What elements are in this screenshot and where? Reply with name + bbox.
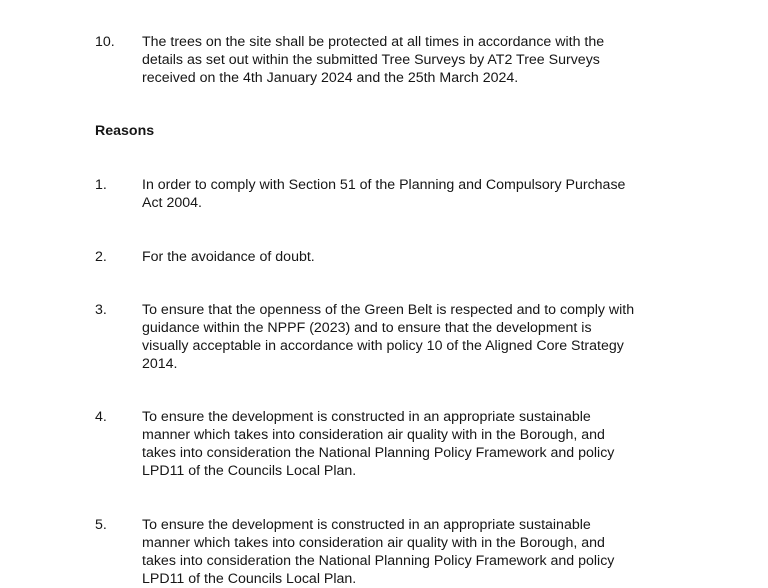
text-line: To ensure the development is constructed in an appropriate sustainable — [142, 517, 591, 533]
text-line: The trees on the site shall be protected at all times in accordance with the — [142, 34, 605, 50]
reason-number: 5. — [95, 517, 107, 533]
text-line: In order to comply with Section 51 of the Planning and Compulsory Purchase — [142, 177, 626, 193]
reason-text — [142, 176, 702, 212]
text-line: manner which takes into consideration air quality with in the Borough, and — [142, 427, 605, 443]
text-line: received on the 4th January 2024 and the 25th March 2024. — [142, 70, 519, 86]
text-line: To ensure that the openness of the Green Belt is respected and to comply with — [142, 302, 635, 318]
condition-number: 10. — [95, 34, 115, 50]
condition-text — [142, 33, 702, 87]
reason-text — [142, 408, 702, 480]
text-line: 2014. — [142, 356, 178, 372]
text-line: takes into consideration the National Planning Policy Framework and policy — [142, 445, 615, 461]
text-line: details as set out within the submitted Tree Surveys by AT2 Tree Surveys — [142, 52, 600, 68]
reason-number: 2. — [95, 249, 107, 265]
text-line: guidance within the NPPF (2023) and to ensure that the development is — [142, 320, 592, 336]
text-line: For the avoidance of doubt. — [142, 249, 315, 265]
reason-text — [142, 516, 702, 588]
reason-number: 1. — [95, 177, 107, 193]
reason-number: 4. — [95, 409, 107, 425]
text-line: visually acceptable in accordance with policy 10 of the Aligned Core Strategy — [142, 338, 624, 354]
reason-text — [142, 248, 702, 266]
reason-number: 3. — [95, 302, 107, 318]
text-line: Act 2004. — [142, 195, 202, 211]
reason-text — [142, 301, 702, 373]
text-line: manner which takes into consideration air quality with in the Borough, and — [142, 535, 605, 551]
text-line: takes into consideration the National Planning Policy Framework and policy — [142, 553, 615, 569]
text-line: To ensure the development is constructed in an appropriate sustainable — [142, 409, 591, 425]
text-line: LPD11 of the Councils Local Plan. — [142, 463, 357, 479]
text-line: LPD11 of the Councils Local Plan. — [142, 571, 357, 587]
reasons-heading: Reasons — [95, 123, 155, 139]
